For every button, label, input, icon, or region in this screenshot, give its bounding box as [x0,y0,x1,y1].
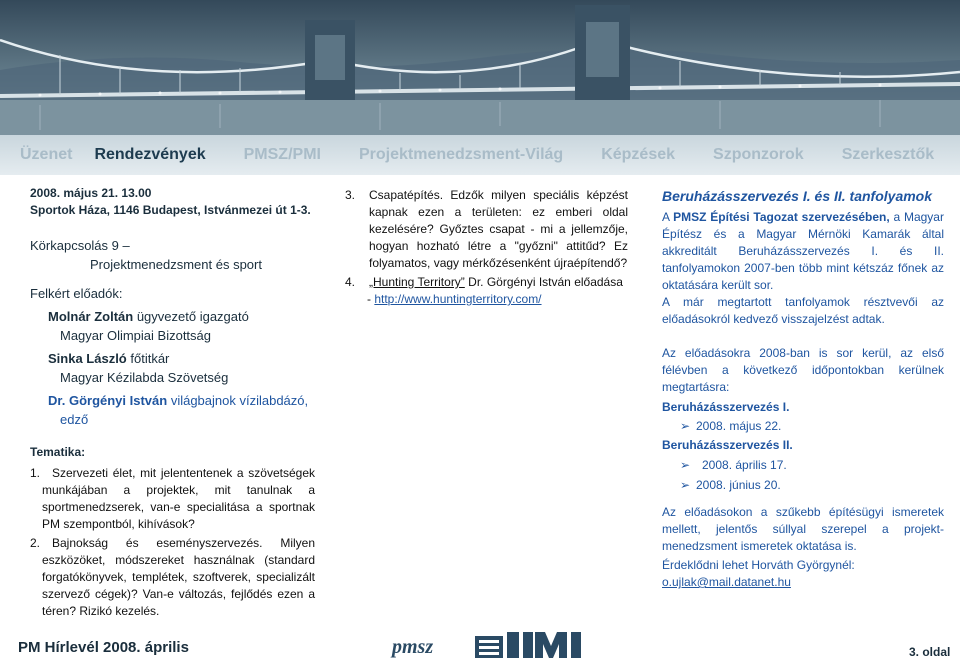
course-1-date-text: 2008. május 22. [696,419,782,433]
pmsz-logo: pmsz [392,636,434,658]
nav-item-kepzesek[interactable]: Képzések [601,146,676,163]
topic-2-number: 2. [30,536,41,550]
speaker-1-org: Magyar Olimpiai Bizottság [60,328,211,343]
nav-item-szponzorok[interactable]: Szponzorok [713,146,804,163]
p1-prefix: A [662,210,674,224]
arrow-bullet-icon: ➢ [680,458,691,472]
speaker-3 [30,391,315,410]
course-paragraph-1 [662,209,944,294]
page-number: 3. oldal [909,645,951,659]
course-heading: Beruházásszervezés I. és II. tanfolyamok [662,188,933,204]
topic-4-title: „Hunting Territory” [369,275,465,289]
course-2-date-2-text: 2008. június 20. [696,478,781,492]
topics-column [345,187,628,308]
contact-text: Érdeklődni lehet Horváth Györgynél: [662,558,855,572]
topic-2 [30,535,315,620]
speaker-2-org: Magyar Kézilabda Szövetség [60,370,229,385]
nav-item-pm-vilag[interactable]: Projektmenedzsment-Világ [358,146,564,163]
event-date: 2008. május 21. 13.00 [30,186,152,200]
speakers-label: Felkért előadók: [30,286,123,301]
contact-email-link[interactable]: o.ujlak@mail.datanet.hu [662,575,791,589]
speaker-1-role: ügyvezető igazgató [133,309,249,324]
chain-bridge-illustration [0,0,960,135]
topic-1-number: 1. [30,466,41,480]
arrow-bullet-icon: ➢ [680,478,691,492]
course-2-date-2 [662,477,944,494]
speaker-2 [30,349,315,368]
speaker-3-name: Dr. Görgényi István [48,393,168,408]
newsletter-footer-title: PM Hírlevél 2008. április [18,639,189,656]
speaker-3-role-2: edző [60,412,89,427]
event-venue: Sportok Háza, 1146 Budapest, Istvánmezei út 1-3. [30,203,311,217]
speaker-1 [30,307,315,326]
topic-3-text: Csapatépítés. Edzők milyen speciális képzést kapnak ezen a területen: ez emberi oldal kezelésére? Győztes csapat - mi a jellemzője, hogyan hozható létre a "győzni" attitűd? Ez folyamatos, vagy mérkőzésenként újraépítendő? [369,188,628,270]
pmi-logo [475,630,585,665]
speaker-2-role: főtitkár [126,351,170,366]
topic-3 [345,187,628,272]
event-subtitle: Projektmenedzsment és sport [90,257,262,272]
speaker-2-name: Sinka László [48,351,127,366]
topic-1-text: Szervezeti élet, mit jelententenek a szövetségek munkájában a projektek, mit tanulnak a sportmenedzserek, van-e specialitása a sportnak PM szempontból, kihívások? [42,466,315,531]
topic-1 [30,465,315,533]
course-column [662,187,944,591]
nav-item-uzenet[interactable]: Üzenet [20,146,73,163]
nav-item-pmsz-pmi[interactable]: PMSZ/PMI [243,146,321,163]
event-title: Körkapcsolás 9 – [30,238,130,253]
topics-label: Tematika: [30,445,86,459]
course-1-title: Beruházásszervezés I. [662,400,790,414]
course-1-date-1 [662,418,944,435]
topic-4-number: 4. [345,275,356,289]
course-paragraph-3: Az előadásokra 2008-ban is sor kerül, az első félévben a következő időpontokban kerülnek megtartásra: [662,346,944,394]
topic-4 [345,274,628,291]
speaker-1-name: Molnár Zoltán [48,309,134,324]
topic-3-number: 3. [345,188,356,202]
event-column [30,185,315,620]
topic-4-text: Dr. Görgényi István előadása [464,275,623,289]
course-2-date-1-text: 2008. április 17. [702,458,787,472]
header-banner-image [0,0,960,135]
topic-2-text: Bajnokság és eseményszervezés. Milyen eszközöket, módszereket használnak (standard forgatókönyvek, templétek, szoftverek, specializált szervező cégek)? Van-e változás, fejlődés ezen a téren? Rizikó kezelés. [42,536,315,618]
hunting-territory-link[interactable]: http://www.huntingterritory.com/ [374,292,542,306]
course-paragraph-4: Az előadásokon a szűkebb építésügyi ismeretek mellett, jelentős súllyal szerepel a projekt-menedzsment ismeretek oktatása is. [662,505,944,553]
nav-item-rendezvenyek[interactable]: Rendezvények [94,146,206,163]
main-nav [0,135,960,175]
pmi-logo-graphic [475,630,585,660]
p1-org: PMSZ Építési Tagozat szervezésében, [673,210,890,224]
course-2-date-1 [662,457,944,474]
course-paragraph-2: A már megtartott tanfolyamok résztvevői az előadásokról kedvező visszajelzést adtak. [662,295,944,326]
arrow-bullet-icon: ➢ [680,419,691,433]
topic-4-dash: - [367,292,375,306]
course-2-title: Beruházásszervezés II. [662,438,793,452]
nav-item-szerkesztok[interactable]: Szerkesztők [841,146,935,163]
topic-4-link-row [345,291,628,308]
p1-rest: a Magyar Építész és a Magyar Mérnöki Kamarák által akkreditált Beruházásszervezés I. és II. tanfolyamokon 2007-ben több mint kétszáz főnek az oktatására került sor. [662,210,944,292]
speaker-3-role: világbajnok vízilabdázó, [167,393,309,408]
